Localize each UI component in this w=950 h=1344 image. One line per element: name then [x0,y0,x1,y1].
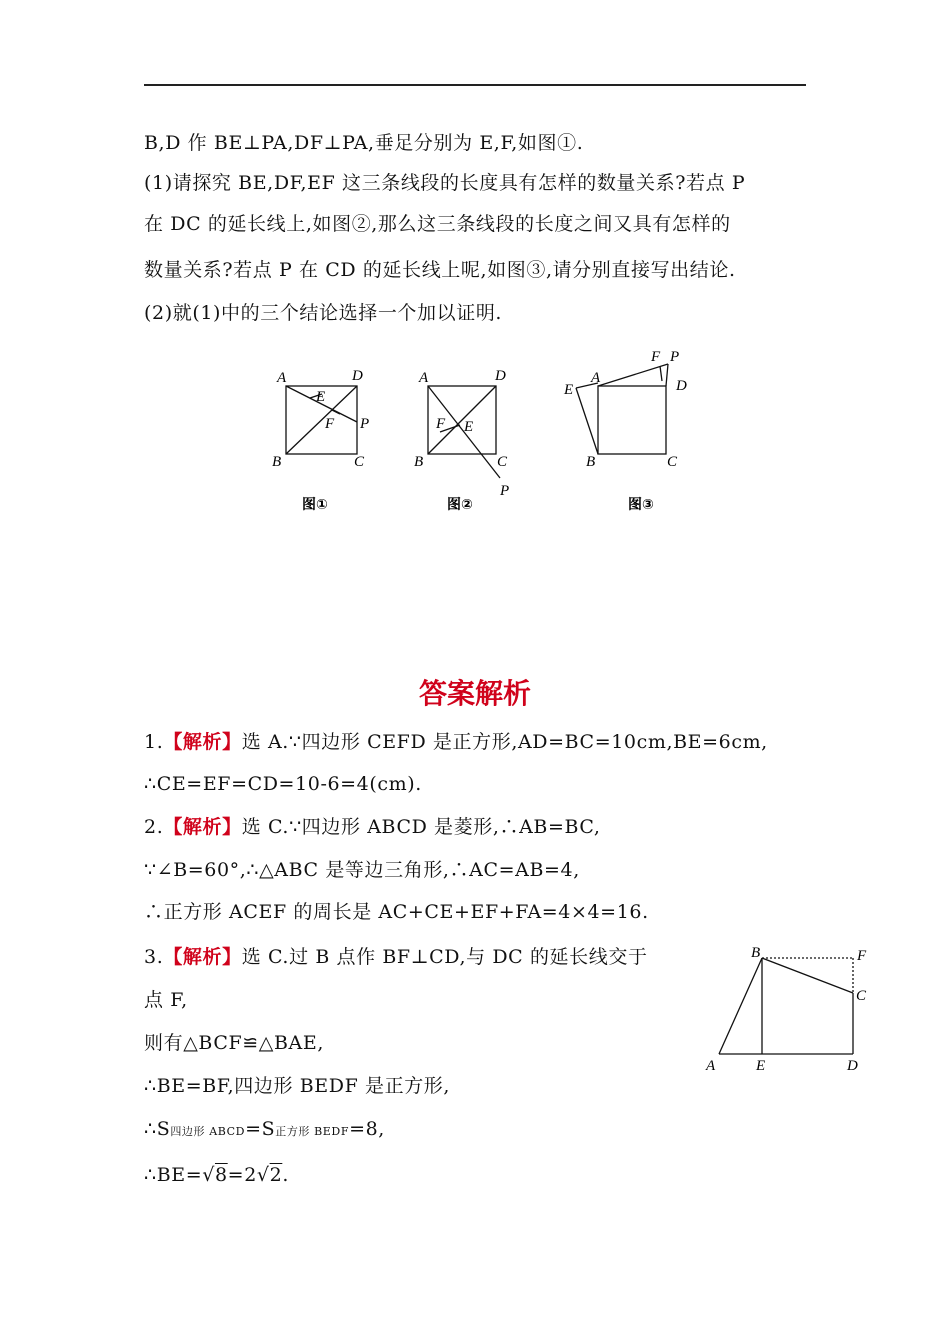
problem-line-2: (1)请探究 BE,DF,EF 这三条线段的长度具有怎样的数量关系?若点 P [144,172,746,194]
answer-3-number: 3. [144,946,164,968]
fig3-label-a: A [591,370,601,386]
fig3-label-d: D [676,378,687,394]
problem-line-1: B,D 作 BE⊥PA,DF⊥PA,垂足分别为 E,F,如图①. [144,132,584,154]
answer-1-line-2: ∴CE=EF=CD=10-6=4(cm). [144,773,422,795]
answer-2-line-1 [144,814,601,840]
fig2-label-a: A [419,370,429,386]
analysis-tag: 【解析】 [163,816,242,838]
fig1-label-f: F [325,416,335,432]
figure-3 [576,364,668,454]
fig1-label-b: B [272,454,282,470]
fig2-label-e: E [464,419,474,435]
fig2-label-d: D [495,368,506,384]
answer-2-text: 选 C.∵四边形 ABCD 是菱形,∴AB=BC, [241,816,601,838]
fig4-label-e: E [756,1058,766,1074]
fig3-label-b: B [586,454,596,470]
be-prefix: ∴BE= [144,1164,203,1186]
analysis-tag: 【解析】 [163,946,242,968]
fig4-label-f: F [857,948,867,964]
problem-line-5: (2)就(1)中的三个结论选择一个加以证明. [144,302,503,324]
radicand-1: 8 [214,1164,228,1186]
answer-1-number: 1. [144,731,164,753]
fig2-label-f: F [436,416,446,432]
answer-2-number: 2. [144,816,164,838]
equals-two: =2 [227,1164,257,1186]
radicand-2: 2 [269,1164,283,1186]
fig1-label-e: E [316,389,326,405]
area-s2: =S [245,1118,276,1140]
fig3-label-f: F [651,349,661,365]
fig2-label-p: P [500,483,510,499]
answer-2-line-3: ∴正方形 ACEF 的周长是 AC+CE+EF+FA=4×4=16. [144,901,649,923]
fig1-label-p: P [360,416,370,432]
answer-3-line-6 [144,1162,289,1188]
area-s1-subscript: 四边形 ABCD [170,1125,246,1138]
fig3-caption: 图③ [628,497,654,513]
area-s1: ∴S [144,1118,171,1140]
answer-3-line-3: 则有△BCF≌△BAE, [144,1032,324,1054]
answer-3-line-1 [144,944,648,970]
area-value: =8, [349,1118,385,1140]
fig4-label-c: C [856,988,867,1004]
figure-4 [719,958,853,1054]
answer-title: 答案解析 [418,677,531,710]
answer-1-line-1 [144,729,768,755]
period: . [282,1164,289,1186]
fig1-label-a: A [277,370,287,386]
answer-3-text: 选 C.过 B 点作 BF⊥CD,与 DC 的延长线交于 [241,946,648,968]
fig4-label-d: D [847,1058,858,1074]
problem-line-3: 在 DC 的延长线上,如图②,那么这三条线段的长度之间又具有怎样的 [144,213,731,235]
sqrt-sign-icon: √ [256,1164,270,1186]
answer-2-line-2: ∵∠B=60°,∴△ABC 是等边三角形,∴AC=AB=4, [144,859,580,881]
fig1-caption: 图① [302,497,328,513]
fig2-label-c: C [497,454,508,470]
answer-1-text: 选 A.∵四边形 CEFD 是正方形,AD=BC=10cm,BE=6cm, [241,731,768,753]
fig3-label-e: E [564,382,574,398]
analysis-tag: 【解析】 [163,731,242,753]
fig1-label-c: C [354,454,365,470]
answer-3-line-2: 点 F, [144,989,188,1011]
answer-3-line-5 [144,1116,385,1145]
fig3-label-c: C [667,454,678,470]
fig4-label-a: A [706,1058,716,1074]
fig3-label-p: P [670,349,680,365]
area-s2-subscript: 正方形 BEDF [275,1125,350,1138]
fig2-label-b: B [414,454,424,470]
answer-3-line-4: ∴BE=BF,四边形 BEDF 是正方形, [144,1075,451,1097]
fig2-caption: 图② [447,497,473,513]
fig4-label-b: B [751,945,761,961]
problem-line-4: 数量关系?若点 P 在 CD 的延长线上呢,如图③,请分别直接写出结论. [144,259,736,281]
fig1-label-d: D [352,368,363,384]
sqrt-sign-icon: √ [202,1164,215,1186]
